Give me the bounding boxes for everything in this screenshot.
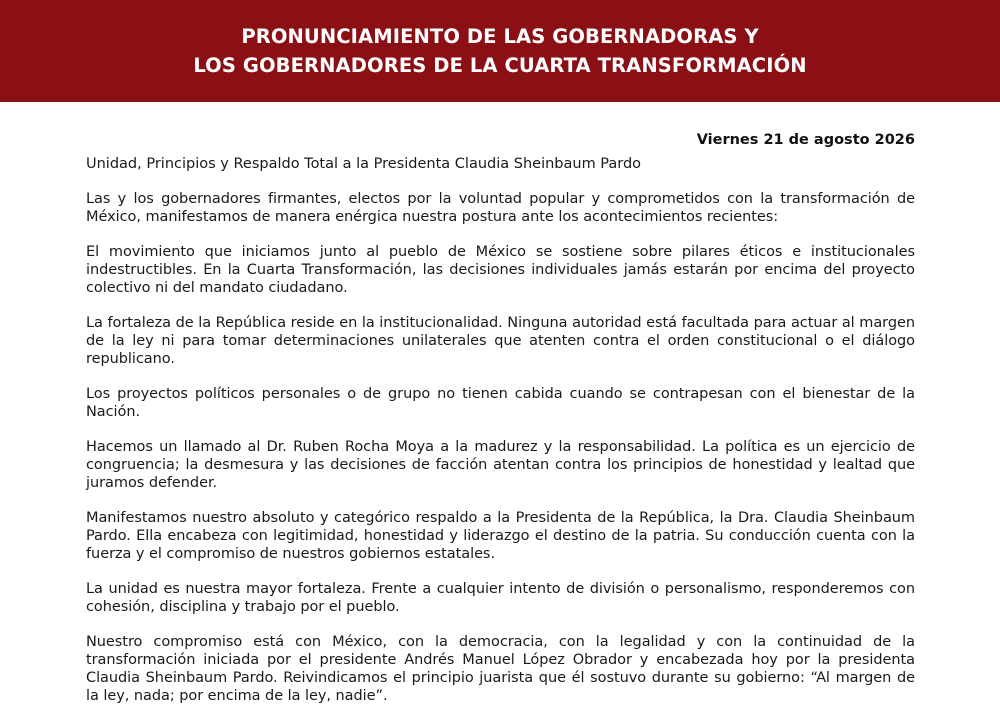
- paragraph-1: Las y los gobernadores firmantes, electos por la voluntad popular y comprometidos con la transformación de México, manifestamos de manera enérgica nuestra postura ante los acontecimientos recientes:: [86, 191, 915, 225]
- title-line-2: LOS GOBERNADORES DE LA CUARTA TRANSFORMACIÓN: [193, 54, 807, 77]
- paragraph-5: Hacemos un llamado al Dr. Ruben Rocha Moya a la madurez y la responsabilidad. La política es un ejercicio de congruencia; la desmesura y las decisiones de facción atentan contra los principios de honestidad y lealtad que juramos defender.: [86, 439, 915, 491]
- document-body: [86, 131, 915, 705]
- header-banner: [0, 0, 1000, 102]
- paragraph-4: Los proyectos políticos personales o de grupo no tienen cabida cuando se contrapesan con el bienestar de la Nación.: [86, 386, 915, 420]
- paragraph-8: Nuestro compromiso está con México, con la democracia, con la legalidad y con la continuidad de la transformación iniciada por el presidente Andrés Manuel López Obrador y encabezada hoy por la presidenta Claudia Sheinbaum Pardo. Reivindicamos el principio juarista que él sostuvo durante su gobierno: “Al margen de la ley, nada; por encima de la ley, nadie”.: [86, 634, 915, 704]
- paragraph-2: El movimiento que iniciamos junto al pueblo de México se sostiene sobre pilares éticos e institucionales indestructibles. En la Cuarta Transformación, las decisiones individuales jamás estarán por encima del proyecto colectivo ni del mandato ciudadano.: [86, 244, 915, 296]
- title-line-1: PRONUNCIAMIENTO DE LAS GOBERNADORAS Y: [241, 25, 759, 48]
- paragraph-7: La unidad es nuestra mayor fortaleza. Frente a cualquier intento de división o personalismo, responderemos con cohesión, disciplina y trabajo por el pueblo.: [86, 581, 915, 615]
- paragraph-3: La fortaleza de la República reside en la institucionalidad. Ninguna autoridad está facultada para actuar al margen de la ley ni para tomar determinaciones unilaterales que atenten contra el orden constitucional o el diálogo republicano.: [86, 315, 915, 367]
- document-subtitle: Unidad, Principios y Respaldo Total a la Presidenta Claudia Sheinbaum Pardo: [86, 156, 642, 172]
- document-date: Viernes 21 de agosto 2026: [696, 132, 915, 148]
- paragraph-6: Manifestamos nuestro absoluto y categórico respaldo a la Presidenta de la República, la Dra. Claudia Sheinbaum Pardo. Ella encabeza con legitimidad, honestidad y liderazgo el destino de la patria. Su conducción cuenta con la fuerza y el compromiso de nuestros gobiernos estatales.: [86, 510, 915, 562]
